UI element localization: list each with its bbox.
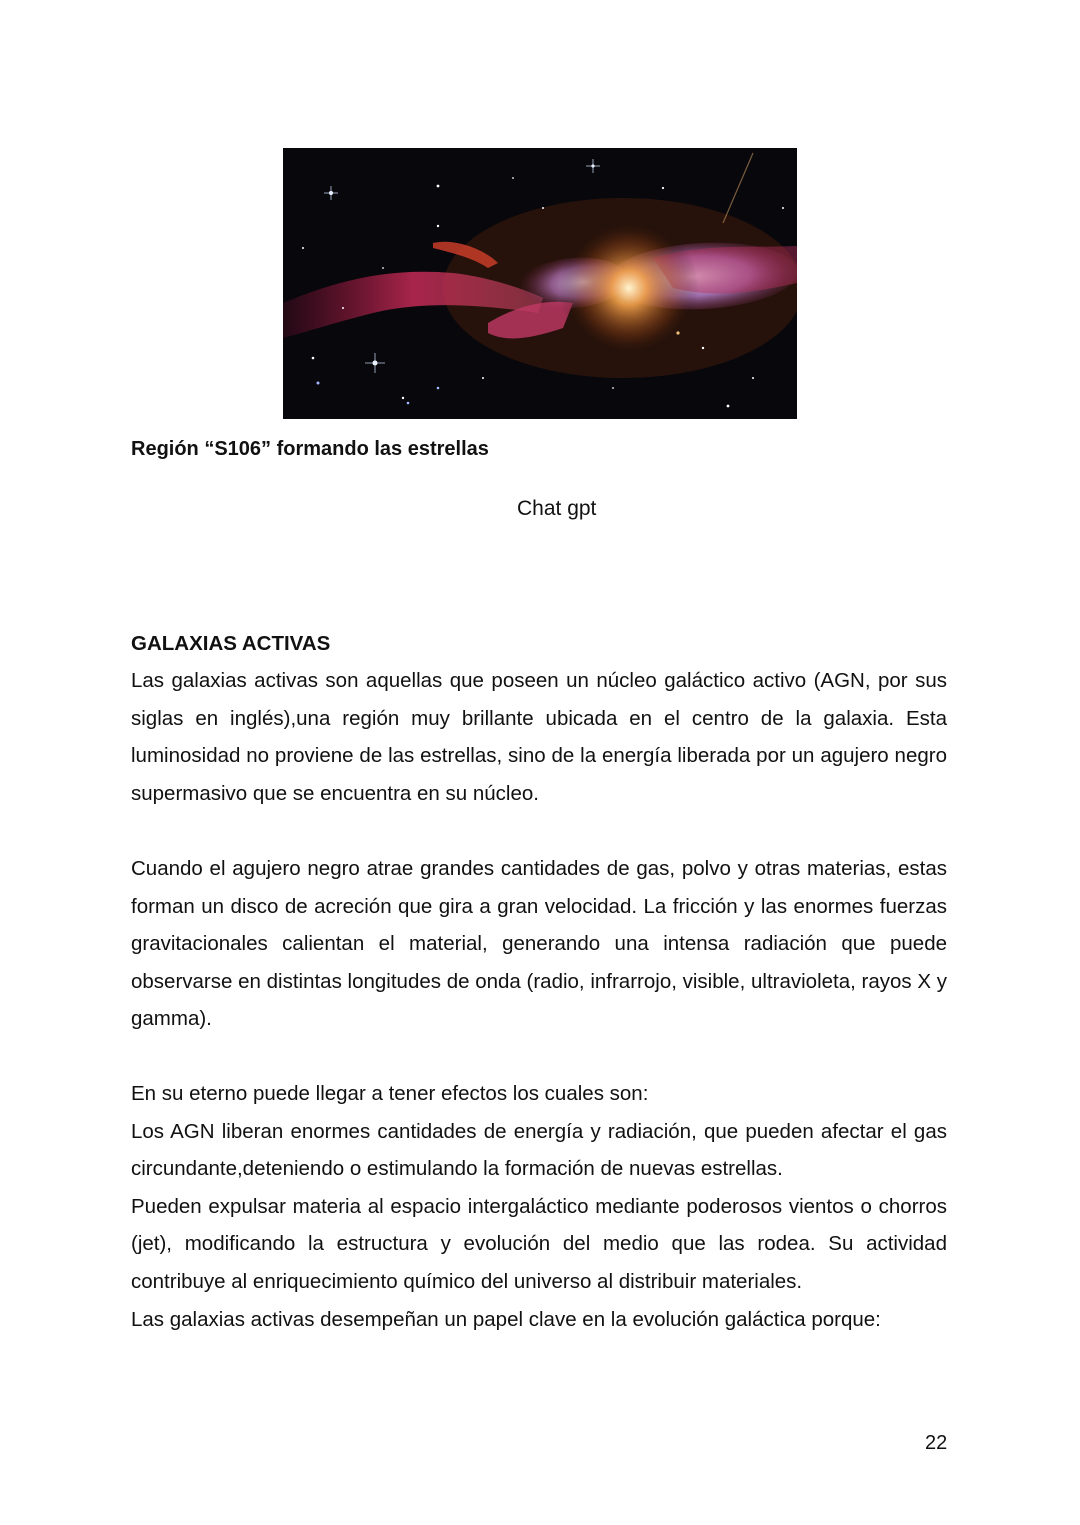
paragraph-accretion-disk: Cuando el agujero negro atrae grandes cantidades de gas, polvo y otras materias, estas forman un disco de acreción que gira a gran velocidad. La fricción y las enormes fuerzas gravitacionales calientan el material, generando una intensa radiación que puede observarse en distintas longitudes de onda (radio, infrarrojo, visible, ultravioleta, rayos X y gamma).	[131, 857, 947, 1031]
paragraph-agn-definition: Las galaxias activas son aquellas que poseen un núcleo galáctico activo (AGN, por sus siglas en inglés),una región muy brillante ubicada en el centro de la galaxia. Esta luminosidad no proviene de las estrellas, sino de la energía liberada por un agujero negro supermasivo que se encuentra en su núcleo.	[131, 669, 947, 805]
effect-item-radiation: Los AGN liberan enormes cantidades de energía y radiación, que pueden afectar el gas circundante,deteniendo o estimulando la formación de nuevas estrellas.	[131, 1119, 947, 1181]
figure-credit: Chat gpt	[517, 497, 597, 520]
effects-block	[131, 1075, 947, 1338]
page-number: 22	[925, 1432, 948, 1454]
effect-item-ejection: Pueden expulsar materia al espacio intergaláctico mediante poderosos vientos o chorros (jet), modificando la estructura y evolución del medio que las rodea. Su actividad contribuye al enriquecimiento químico del universo al distribuir materiales.	[131, 1194, 947, 1293]
nebula-image	[283, 148, 797, 419]
effects-intro: En su eterno puede llegar a tener efectos los cuales son:	[131, 1082, 649, 1105]
nebula-illustration	[283, 148, 797, 419]
figure-caption: Región “S106” formando las estrellas	[131, 438, 489, 460]
effect-item-evolution: Las galaxias activas desempeñan un papel clave en la evolución galáctica porque:	[131, 1307, 881, 1331]
section-heading: GALAXIAS ACTIVAS	[131, 632, 331, 655]
